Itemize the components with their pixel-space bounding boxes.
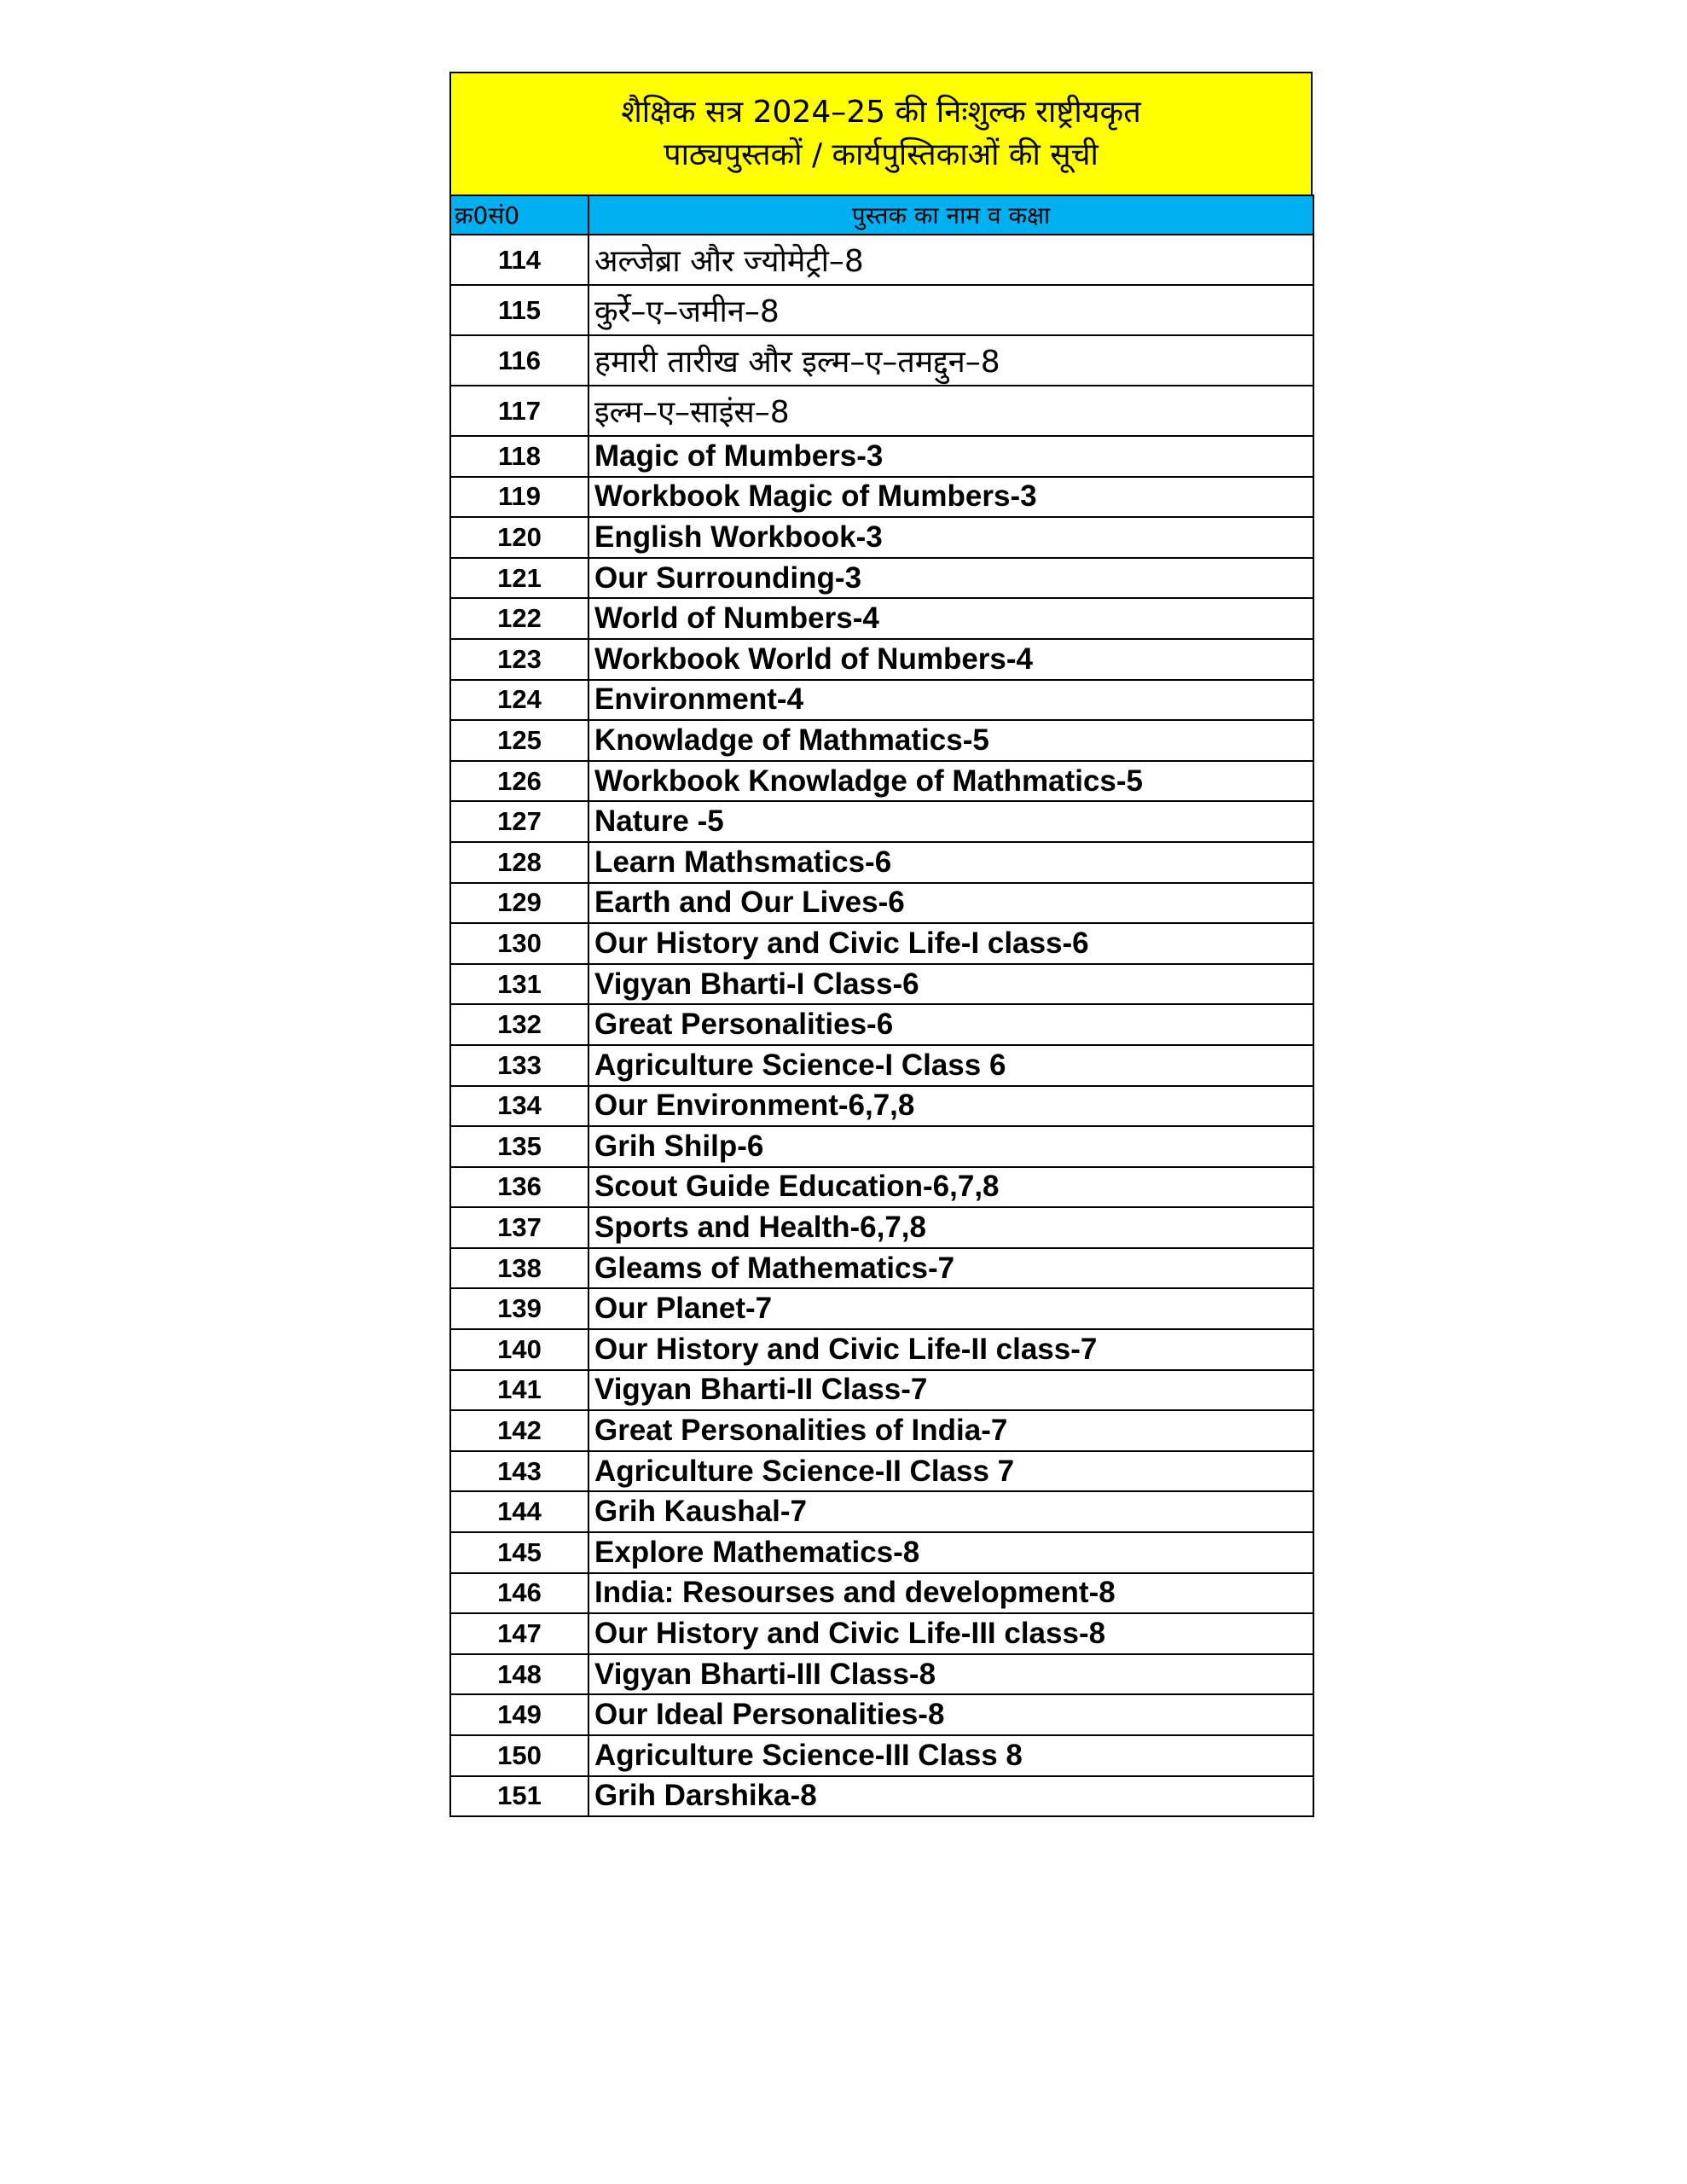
serial-number-cell: 127 — [450, 801, 588, 842]
serial-number-cell: 115 — [450, 285, 588, 335]
table-row — [450, 1491, 1313, 1532]
table-row — [450, 1694, 1313, 1735]
header-serial-number: क्र0सं0 — [450, 195, 588, 235]
title-banner — [449, 72, 1313, 195]
serial-number-cell: 114 — [450, 235, 588, 285]
book-name-cell: Workbook Knowladge of Mathmatics-5 — [588, 761, 1313, 802]
serial-number-cell: 122 — [450, 598, 588, 639]
serial-number-cell: 136 — [450, 1167, 588, 1208]
serial-number-cell: 142 — [450, 1410, 588, 1451]
table-row — [450, 285, 1313, 335]
book-name-cell: Agriculture Science-II Class 7 — [588, 1451, 1313, 1492]
book-name-cell: इल्म–ए–साइंस–8 — [588, 386, 1313, 436]
serial-number-cell: 146 — [450, 1573, 588, 1614]
table-row — [450, 1776, 1313, 1817]
book-name-cell: Our Ideal Personalities-8 — [588, 1694, 1313, 1735]
serial-number-cell: 130 — [450, 923, 588, 964]
table-row — [450, 1248, 1313, 1289]
serial-number-cell: 135 — [450, 1126, 588, 1167]
table-row — [450, 477, 1313, 518]
book-name-cell: Vigyan Bharti-II Class-7 — [588, 1370, 1313, 1411]
serial-number-cell: 131 — [450, 964, 588, 1005]
table-row — [450, 1370, 1313, 1411]
book-name-cell: Great Personalities of India-7 — [588, 1410, 1313, 1451]
serial-number-cell: 124 — [450, 680, 588, 721]
serial-number-cell: 150 — [450, 1735, 588, 1776]
serial-number-cell: 145 — [450, 1532, 588, 1573]
serial-number-cell: 121 — [450, 558, 588, 599]
book-name-cell: Grih Kaushal-7 — [588, 1491, 1313, 1532]
table-row — [450, 1451, 1313, 1492]
serial-number-cell: 120 — [450, 517, 588, 558]
table-row — [450, 1207, 1313, 1248]
book-table — [449, 195, 1314, 1817]
book-name-cell: Our History and Civic Life-II class-7 — [588, 1329, 1313, 1370]
book-name-cell: Our Planet-7 — [588, 1288, 1313, 1329]
table-row — [450, 883, 1313, 924]
table-header-row — [450, 195, 1313, 235]
serial-number-cell: 125 — [450, 720, 588, 761]
book-name-cell: Our Environment-6,7,8 — [588, 1086, 1313, 1127]
book-name-cell: Grih Darshika-8 — [588, 1776, 1313, 1817]
serial-number-cell: 151 — [450, 1776, 588, 1817]
table-row — [450, 1288, 1313, 1329]
table-row — [450, 235, 1313, 285]
serial-number-cell: 148 — [450, 1654, 588, 1695]
book-name-cell: World of Numbers-4 — [588, 598, 1313, 639]
serial-number-cell: 123 — [450, 639, 588, 680]
book-name-cell: Grih Shilp-6 — [588, 1126, 1313, 1167]
serial-number-cell: 117 — [450, 386, 588, 436]
book-name-cell: Great Personalities-6 — [588, 1004, 1313, 1045]
serial-number-cell: 141 — [450, 1370, 588, 1411]
book-name-cell: Our History and Civic Life-I class-6 — [588, 923, 1313, 964]
table-row — [450, 436, 1313, 477]
table-row — [450, 801, 1313, 842]
book-name-cell: हमारी तारीख और इल्म–ए–तमद्दुन–8 — [588, 335, 1313, 386]
book-name-cell: Agriculture Science-III Class 8 — [588, 1735, 1313, 1776]
serial-number-cell: 128 — [450, 842, 588, 883]
table-row — [450, 964, 1313, 1005]
serial-number-cell: 126 — [450, 761, 588, 802]
book-name-cell: Workbook Magic of Mumbers-3 — [588, 477, 1313, 518]
book-name-cell: Earth and Our Lives-6 — [588, 883, 1313, 924]
serial-number-cell: 140 — [450, 1329, 588, 1370]
serial-number-cell: 133 — [450, 1045, 588, 1086]
serial-number-cell: 147 — [450, 1613, 588, 1654]
book-name-cell: Explore Mathematics-8 — [588, 1532, 1313, 1573]
table-row — [450, 1654, 1313, 1695]
serial-number-cell: 138 — [450, 1248, 588, 1289]
table-row — [450, 1004, 1313, 1045]
serial-number-cell: 143 — [450, 1451, 588, 1492]
serial-number-cell: 139 — [450, 1288, 588, 1329]
book-name-cell: अल्जेब्रा और ज्योमेट्री–8 — [588, 235, 1313, 285]
book-name-cell: Environment-4 — [588, 680, 1313, 721]
serial-number-cell: 149 — [450, 1694, 588, 1735]
book-name-cell: Agriculture Science-I Class 6 — [588, 1045, 1313, 1086]
book-name-cell: कुर्रे–ए–जमीन–8 — [588, 285, 1313, 335]
book-list-sheet — [449, 72, 1313, 1817]
book-name-cell: Workbook World of Numbers-4 — [588, 639, 1313, 680]
book-name-cell: Scout Guide Education-6,7,8 — [588, 1167, 1313, 1208]
table-row — [450, 598, 1313, 639]
serial-number-cell: 144 — [450, 1491, 588, 1532]
table-row — [450, 1532, 1313, 1573]
book-name-cell: Gleams of Mathematics-7 — [588, 1248, 1313, 1289]
table-row — [450, 1735, 1313, 1776]
book-name-cell: English Workbook-3 — [588, 517, 1313, 558]
table-row — [450, 761, 1313, 802]
table-row — [450, 1045, 1313, 1086]
table-row — [450, 923, 1313, 964]
book-name-cell: Magic of Mumbers-3 — [588, 436, 1313, 477]
table-row — [450, 1410, 1313, 1451]
title-line-1: शैक्षिक सत्र 2024–25 की निःशुल्क राष्ट्रीयकृत — [621, 95, 1141, 130]
serial-number-cell: 119 — [450, 477, 588, 518]
table-row — [450, 517, 1313, 558]
book-name-cell: Vigyan Bharti-I Class-6 — [588, 964, 1313, 1005]
book-name-cell: Vigyan Bharti-III Class-8 — [588, 1654, 1313, 1695]
table-row — [450, 1086, 1313, 1127]
serial-number-cell: 129 — [450, 883, 588, 924]
book-name-cell: India: Resourses and development-8 — [588, 1573, 1313, 1614]
book-name-cell: Our History and Civic Life-III class-8 — [588, 1613, 1313, 1654]
header-book-name-class: पुस्तक का नाम व कक्षा — [588, 195, 1313, 235]
serial-number-cell: 137 — [450, 1207, 588, 1248]
serial-number-cell: 134 — [450, 1086, 588, 1127]
serial-number-cell: 132 — [450, 1004, 588, 1045]
table-body — [450, 235, 1313, 1816]
book-name-cell: Knowladge of Mathmatics-5 — [588, 720, 1313, 761]
table-row — [450, 335, 1313, 386]
table-row — [450, 680, 1313, 721]
table-row — [450, 1573, 1313, 1614]
table-row — [450, 639, 1313, 680]
table-row — [450, 1613, 1313, 1654]
table-row — [450, 720, 1313, 761]
book-name-cell: Our Surrounding-3 — [588, 558, 1313, 599]
table-row — [450, 1167, 1313, 1208]
table-row — [450, 386, 1313, 436]
title-line-2: पाठ्यपुस्तकों / कार्यपुस्तिकाओं की सूची — [664, 137, 1099, 172]
book-name-cell: Learn Mathsmatics-6 — [588, 842, 1313, 883]
serial-number-cell: 116 — [450, 335, 588, 386]
table-row — [450, 1126, 1313, 1167]
table-row — [450, 558, 1313, 599]
table-row — [450, 1329, 1313, 1370]
book-name-cell: Sports and Health-6,7,8 — [588, 1207, 1313, 1248]
book-name-cell: Nature -5 — [588, 801, 1313, 842]
table-row — [450, 842, 1313, 883]
serial-number-cell: 118 — [450, 436, 588, 477]
